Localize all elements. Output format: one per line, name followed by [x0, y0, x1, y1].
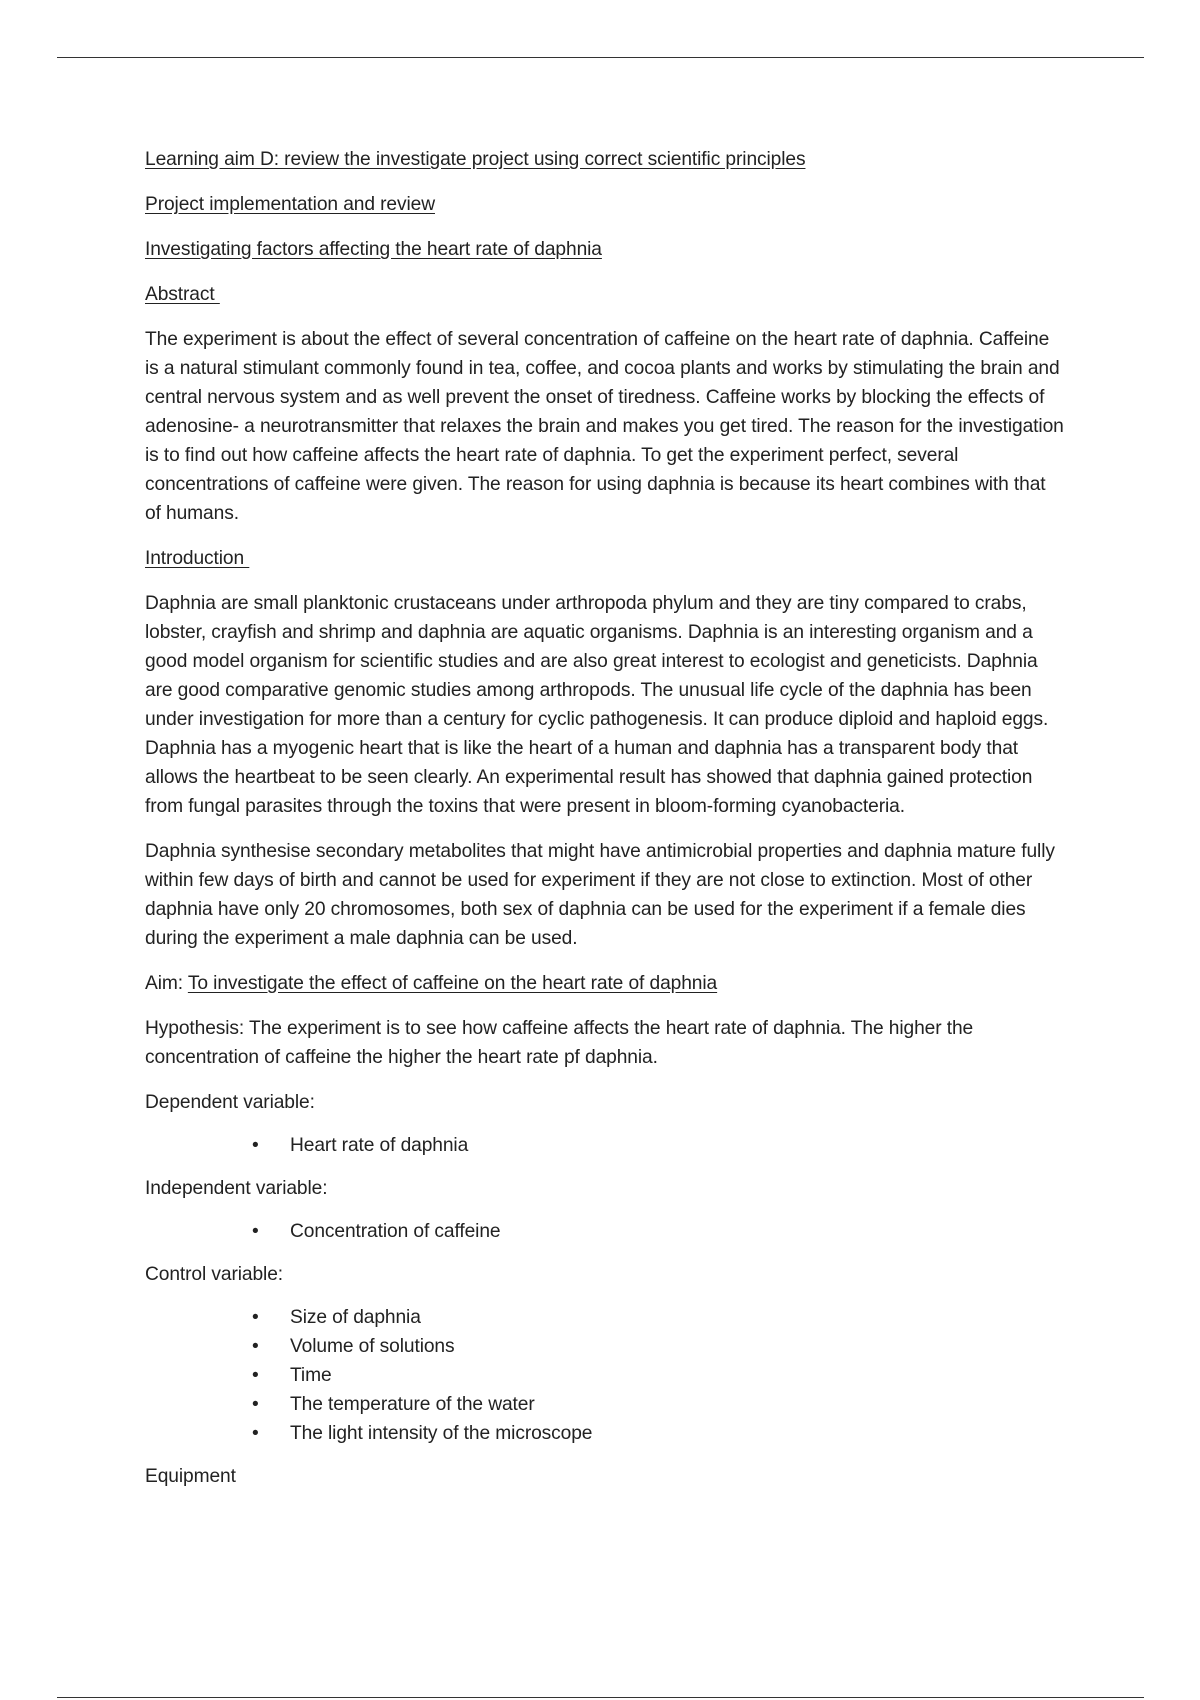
- control-variable-label: Control variable:: [145, 1264, 284, 1285]
- learning-aim-heading: [145, 145, 1065, 174]
- control-variable-list: [145, 1303, 1065, 1448]
- dependent-variable-list: [145, 1131, 1065, 1160]
- list-item: [145, 1131, 1065, 1160]
- list-item-text: The temperature of the water: [290, 1394, 535, 1415]
- aim-text: To investigate the effect of caffeine on the heart rate of daphnia: [187, 973, 718, 994]
- list-item: [145, 1303, 1065, 1332]
- abstract-heading: [145, 280, 1065, 309]
- page-bottom-rule: [57, 1697, 1144, 1698]
- project-implementation-heading: [145, 190, 1065, 219]
- project-implementation-text: Project implementation and review: [145, 194, 435, 215]
- bullet-icon: •: [252, 1423, 259, 1444]
- introduction-paragraph-1: Daphnia are small planktonic crustaceans under arthropoda phylum and they are tiny compared to crabs, lobster, crayfish and shrimp and daphnia are aquatic organisms. Daphnia is an interesting organism and a good model organism for scientific studies and are also great interest to ecologist and geneticists. Daphnia are good comparative genomic studies among arthropods. The unusual life cycle of the daphnia has been under investigation for more than a century for cyclic pathogenesis. It can produce diploid and haploid eggs. Daphnia has a myogenic heart that is like the heart of a human and daphnia has a transparent body that allows the heartbeat to be seen clearly. An experimental result has showed that daphnia gained protection from fungal parasites through the toxins that were present in bloom-forming cyanobacteria.: [145, 593, 1049, 817]
- list-item: [145, 1361, 1065, 1390]
- introduction-heading-text: Introduction: [145, 548, 250, 569]
- equipment-label: Equipment: [145, 1466, 236, 1487]
- list-item-text: The light intensity of the microscope: [290, 1423, 593, 1444]
- list-item: [145, 1217, 1065, 1246]
- bullet-icon: •: [252, 1336, 259, 1357]
- page-top-rule: [57, 57, 1144, 58]
- independent-variable-list: [145, 1217, 1065, 1246]
- bullet-icon: •: [252, 1135, 259, 1156]
- list-item-text: Time: [290, 1365, 332, 1386]
- abstract-heading-text: Abstract: [145, 284, 220, 305]
- bullet-icon: •: [252, 1221, 259, 1242]
- list-item: [145, 1419, 1065, 1448]
- bullet-icon: •: [252, 1394, 259, 1415]
- introduction-paragraph-2: Daphnia synthesise secondary metabolites that might have antimicrobial properties and daphnia mature fully within few days of birth and cannot be used for experiment if they are not close to extinction. Most of other daphnia have only 20 chromosomes, both sex of daphnia can be used for the experiment if a female dies during the experiment a male daphnia can be used.: [145, 841, 1055, 949]
- bullet-icon: •: [252, 1307, 259, 1328]
- document-body: [145, 145, 1065, 1507]
- hypothesis-paragraph: Hypothesis: The experiment is to see how caffeine affects the heart rate of daphnia. The higher the concentration of caffeine the higher the heart rate pf daphnia.: [145, 1018, 974, 1068]
- dependent-variable-label: Dependent variable:: [145, 1092, 315, 1113]
- abstract-paragraph: The experiment is about the effect of several concentration of caffeine on the heart rate of daphnia. Caffeine is a natural stimulant commonly found in tea, coffee, and cocoa plants and works by stimulating the brain and central nervous system and as well prevent the onset of tiredness. Caffeine works by blocking the effects of adenosine- a neurotransmitter that relaxes the brain and makes you get tired. The reason for the investigation is to find out how caffeine affects the heart rate of daphnia. To get the experiment perfect, several concentrations of caffeine were given. The reason for using daphnia is because its heart combines with that of humans.: [145, 329, 1064, 524]
- introduction-heading: [145, 544, 1065, 573]
- list-item-text: Concentration of caffeine: [290, 1221, 501, 1242]
- independent-variable-label: Independent variable:: [145, 1178, 328, 1199]
- list-item-text: Size of daphnia: [290, 1307, 421, 1328]
- aim-line: [145, 969, 1065, 998]
- investigation-title-heading: [145, 235, 1065, 264]
- list-item: [145, 1332, 1065, 1361]
- aim-label: Aim:: [145, 973, 188, 994]
- learning-aim-text: Learning aim D: review the investigate project using correct scientific principles: [145, 149, 806, 170]
- list-item-text: Volume of solutions: [290, 1336, 455, 1357]
- list-item: [145, 1390, 1065, 1419]
- list-item-text: Heart rate of daphnia: [290, 1135, 469, 1156]
- bullet-icon: •: [252, 1365, 259, 1386]
- investigation-title-text: Investigating factors affecting the heart rate of daphnia: [145, 239, 602, 260]
